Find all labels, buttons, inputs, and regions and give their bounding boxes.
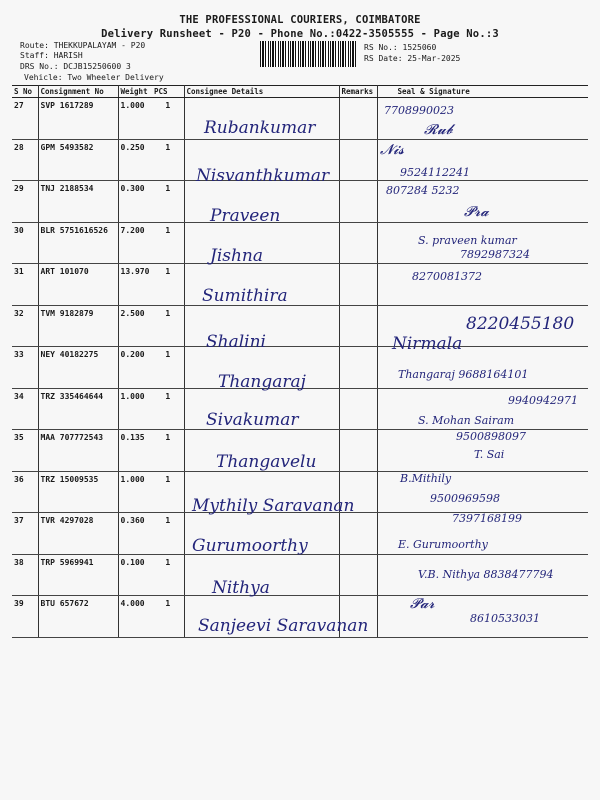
handwritten-phone: 9500969598 [430, 492, 500, 505]
row-consignment-no: TNJ 2188534 [38, 181, 118, 223]
row-remarks-cell [339, 139, 377, 181]
row-sno: 29 [12, 181, 38, 223]
row-remarks-cell [339, 554, 377, 596]
row-remarks-cell [339, 388, 377, 430]
row-pcs: 1 [152, 513, 184, 555]
row-sno: 37 [12, 513, 38, 555]
row-weight: 0.135 [118, 430, 152, 472]
handwritten-phone: 9524112241 [400, 166, 470, 179]
route-line [20, 41, 145, 51]
row-consignment-no: TVM 9182879 [38, 305, 118, 347]
drs-label: DRS No.: [20, 62, 59, 71]
rs-no-label: RS No.: [364, 43, 398, 52]
handwritten-signature: V.B. Nithya 8838477794 [418, 568, 554, 581]
staff-value: HARISH [53, 51, 83, 60]
row-remarks-cell [339, 98, 377, 140]
row-pcs: 1 [152, 347, 184, 389]
row-pcs: 1 [152, 305, 184, 347]
row-consignment-no: TRZ 335464644 [38, 388, 118, 430]
row-consignment-no: SVP 1617289 [38, 98, 118, 140]
rs-date-line [364, 54, 460, 64]
staff-label: Staff: [20, 51, 49, 60]
staff-line [20, 51, 83, 61]
row-sno: 38 [12, 554, 38, 596]
handwritten-phone: 8270081372 [412, 270, 482, 283]
row-consignment-no: GPM 5493582 [38, 139, 118, 181]
handwritten-consignee: Mythily Saravanan [192, 496, 355, 516]
signature-scribble: 𝓟𝓪𝓻 [410, 596, 435, 612]
rs-no-line [364, 43, 436, 53]
row-consignment-no: ART 101070 [38, 264, 118, 306]
row-pcs: 1 [152, 554, 184, 596]
row-consignment-no: BTU 657672 [38, 596, 118, 638]
drs-value: DCJB15250600 3 [63, 62, 131, 71]
company-title: THE PROFESSIONAL COURIERS, COIMBATORE [179, 14, 421, 26]
barcode [260, 41, 356, 67]
row-remarks-cell [339, 513, 377, 555]
row-consignment-no: TVR 4297028 [38, 513, 118, 555]
row-weight: 1.000 [118, 98, 152, 140]
col-header-consignee: Consignee Details [184, 86, 339, 98]
row-weight: 4.000 [118, 596, 152, 638]
row-weight: 13.970 [118, 264, 152, 306]
row-pcs: 1 [152, 471, 184, 513]
handwritten-consignee: Thangavelu [216, 452, 317, 472]
handwritten-consignee: Sanjeevi Saravanan [198, 616, 369, 636]
row-pcs: 1 [152, 596, 184, 638]
col-header-consignment: Consignment No [38, 86, 118, 98]
row-remarks-cell [339, 347, 377, 389]
rs-date-label: RS Date: [364, 54, 403, 63]
rs-date-value: 25-Mar-2025 [407, 54, 461, 63]
handwritten-phone: 7892987324 [460, 248, 530, 261]
row-sno: 36 [12, 471, 38, 513]
route-value: THEKKUPALAYAM - P20 [53, 41, 146, 50]
row-remarks-cell [339, 222, 377, 264]
handwritten-signature: T. Sai [474, 448, 505, 461]
handwritten-phone: 8610533031 [470, 612, 540, 625]
handwritten-phone: 807284 5232 [386, 184, 460, 197]
row-seal-cell [377, 264, 588, 306]
handwritten-consignee: Jishna [210, 246, 264, 266]
row-weight: 1.000 [118, 388, 152, 430]
row-pcs: 1 [152, 181, 184, 223]
vehicle-value: Two Wheeler Delivery [67, 73, 164, 82]
col-header-remarks: Remarks [339, 86, 377, 98]
row-pcs: 1 [152, 430, 184, 472]
handwritten-phone: 7397168199 [452, 512, 522, 525]
handwritten-consignee: Nisvanthkumar [196, 166, 330, 186]
row-pcs: 1 [152, 139, 184, 181]
row-pcs: 1 [152, 264, 184, 306]
handwritten-phone: 8220455180 [466, 314, 575, 334]
handwritten-signature: Thangaraj 9688164101 [398, 368, 529, 381]
handwritten-consignee: Praveen [210, 206, 281, 226]
row-sno: 27 [12, 98, 38, 140]
handwritten-phone: 9940942971 [508, 394, 578, 407]
row-consignment-no: TRZ 15009535 [38, 471, 118, 513]
handwritten-phone: 9500898097 [456, 430, 526, 443]
row-remarks-cell [339, 430, 377, 472]
handwritten-consignee: Thangaraj [218, 372, 306, 392]
col-header-sno: S No [12, 86, 38, 98]
row-sno: 28 [12, 139, 38, 181]
vehicle-label: Vehicle: [24, 73, 63, 82]
row-sno: 32 [12, 305, 38, 347]
row-sno: 30 [12, 222, 38, 264]
row-weight: 0.200 [118, 347, 152, 389]
drs-line [20, 62, 131, 72]
table-row [12, 181, 588, 223]
row-sno: 35 [12, 430, 38, 472]
row-sno: 34 [12, 388, 38, 430]
row-weight: 0.360 [118, 513, 152, 555]
row-sno: 31 [12, 264, 38, 306]
handwritten-signature: B.Mithily [400, 472, 452, 485]
handwritten-signature: S. Mohan Sairam [418, 414, 515, 427]
vehicle-line [24, 73, 164, 83]
row-weight: 0.100 [118, 554, 152, 596]
rs-no-value: 1525060 [402, 43, 437, 52]
row-weight: 1.000 [118, 471, 152, 513]
row-weight: 0.300 [118, 181, 152, 223]
col-header-pcs: PCS [152, 86, 184, 98]
row-remarks-cell [339, 264, 377, 306]
handwritten-signature: E. Gurumoorthy [398, 538, 488, 551]
route-label: Route: [20, 41, 49, 50]
row-consignment-no: NEY 40182275 [38, 347, 118, 389]
row-weight: 7.200 [118, 222, 152, 264]
handwritten-consignee: Rubankumar [204, 118, 316, 138]
table-header-row [12, 86, 588, 98]
row-consignment-no: BLR 5751616526 [38, 222, 118, 264]
col-header-weight: Weight [118, 86, 152, 98]
row-weight: 0.250 [118, 139, 152, 181]
runsheet-subtitle: Delivery Runsheet - P20 - Phone No.:0422-3505555 - Page No.:3 [101, 28, 499, 40]
row-consignment-no: MAA 707772543 [38, 430, 118, 472]
handwritten-consignee: Sumithira [202, 286, 288, 306]
handwritten-consignee: Gurumoorthy [192, 536, 308, 556]
table-row [12, 264, 588, 306]
row-remarks-cell [339, 305, 377, 347]
row-sno: 39 [12, 596, 38, 638]
handwritten-consignee: Shalini [206, 332, 266, 352]
signature-scribble: 𝓝𝓲𝓼 [380, 142, 405, 158]
col-header-seal: Seal & Signature [377, 86, 588, 98]
row-remarks-cell [339, 181, 377, 223]
row-sno: 33 [12, 347, 38, 389]
signature-scribble: 𝓟𝓻𝓪 [464, 204, 489, 220]
row-pcs: 1 [152, 222, 184, 264]
row-pcs: 1 [152, 98, 184, 140]
row-weight: 2.500 [118, 305, 152, 347]
signature-scribble: 𝓡𝓾𝓫 [424, 122, 453, 138]
handwritten-signature: Nirmala [392, 334, 463, 354]
row-consignment-no: TRP 5969941 [38, 554, 118, 596]
handwritten-consignee: Sivakumar [206, 410, 299, 430]
handwritten-consignee: Nithya [212, 578, 270, 598]
row-pcs: 1 [152, 388, 184, 430]
handwritten-signature: S. praveen kumar [418, 234, 517, 247]
handwritten-phone: 7708990023 [384, 104, 454, 117]
